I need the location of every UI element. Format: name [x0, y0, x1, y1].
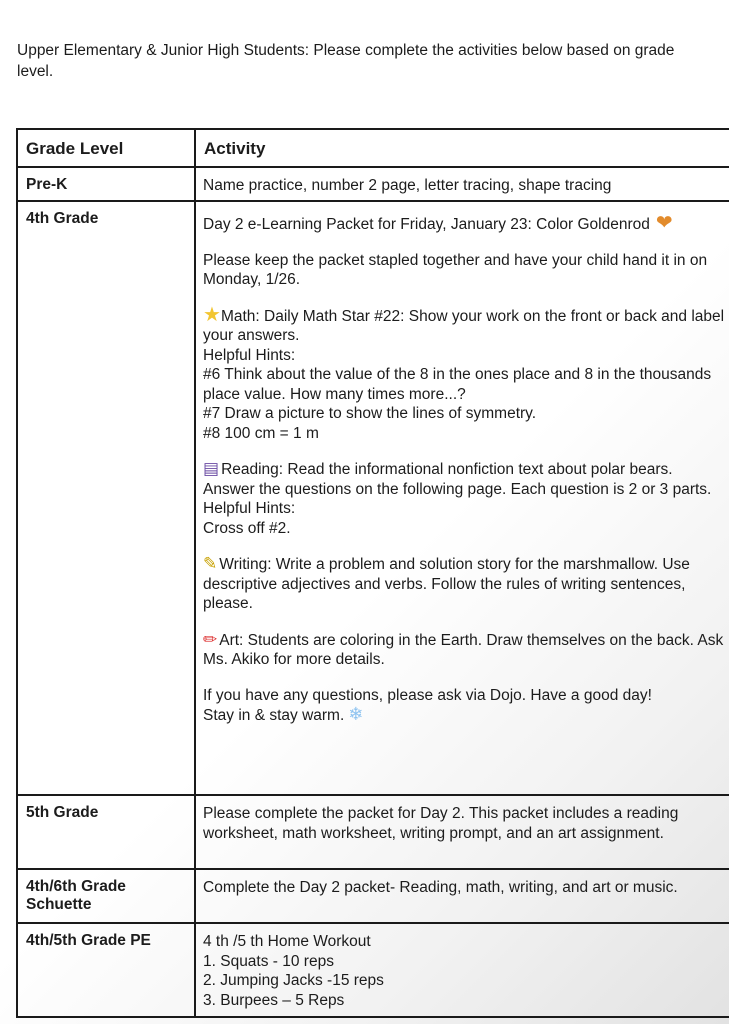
- art-section: ✏ Art: Students are coloring in the Earth. Draw themselves on the back. Ask Ms. Akiko for more details.: [203, 629, 724, 668]
- activity-cell: Name practice, number 2 page, letter tracing, shape tracing: [195, 167, 729, 201]
- workout-line: 4 th /5 th Home Workout: [203, 933, 371, 950]
- reading-section: ▤ Reading: Read the informational nonfiction text about polar bears. Answer the questions on the following page. Each question is 2 or 3 parts. Helpful Hints: Cross off #2.: [203, 459, 726, 538]
- table-row: [17, 923, 729, 1017]
- activity-table: [16, 128, 729, 1018]
- header-grade-level: Grade Level: [17, 129, 195, 167]
- table-row: [17, 869, 729, 923]
- pencil-icon: ✏: [203, 629, 218, 649]
- grade-cell: 4th/6th Grade Schuette: [17, 869, 195, 923]
- reading-hint: Cross off #2.: [203, 519, 291, 537]
- writing-section: ✎ Writing: Write a problem and solution story for the marshmallow. Use descriptive adjectives and verbs. Follow the rules of writing sentences, please.: [203, 554, 690, 612]
- grade-cell: 4th Grade: [17, 201, 195, 795]
- table-header-row: [17, 129, 729, 167]
- math-hints-label: Helpful Hints:: [203, 346, 296, 364]
- activity-cell: Complete the Day 2 packet- Reading, math, writing, and art or music.: [195, 869, 729, 923]
- reading-hints-label: Helpful Hints:: [203, 500, 296, 517]
- table-row: [17, 795, 729, 869]
- activity-cell: Please complete the packet for Day 2. This packet includes a reading worksheet, math worksheet, writing prompt, and an art assignment.: [195, 795, 729, 869]
- workout-line: 3. Burpees – 5 Reps: [203, 991, 345, 1009]
- activity-cell: [195, 923, 729, 1017]
- math-hint: #8 100 cm = 1 m: [203, 424, 319, 442]
- math-section: ★Math: Daily Math Star #22: Show your work on the front or back and label your answers. Helpful Hints: #6 Think about the value of the 8 in the ones place and 8 in the thousands place value. How many times more...? #7 Draw a picture to show the lines of symmetry. #8 100 cm = 1 m: [203, 303, 725, 442]
- keep-packet-note: Please keep the packet stapled together and have your child hand it in on Monday, 1/26.: [203, 251, 708, 288]
- intro-text: Upper Elementary & Junior High Students: Please complete the activities below based on grade level.: [17, 42, 675, 80]
- closing-note: If you have any questions, please ask via Dojo. Have a good day! Stay in & stay warm. ❄: [203, 686, 652, 724]
- table-row: [17, 167, 729, 201]
- table-row: [17, 201, 729, 795]
- workout-line: 2. Jumping Jacks -15 reps: [203, 972, 384, 989]
- star-icon: ★: [203, 303, 221, 326]
- packet-title: Day 2 e-Learning Packet for Friday, January 23: Color Goldenrod ❤: [203, 212, 673, 234]
- books-icon: ▤: [203, 459, 220, 478]
- grade-cell: 4th/5th Grade PE: [17, 923, 195, 1017]
- orange-heart-icon: ❤: [655, 212, 673, 234]
- math-hint: #7 Draw a picture to show the lines of symmetry.: [203, 405, 537, 422]
- grade-cell: 5th Grade: [17, 795, 195, 869]
- memo-icon: ✎: [203, 554, 218, 573]
- activity-cell: [195, 201, 729, 795]
- workout-line: 1. Squats - 10 reps: [203, 952, 334, 970]
- math-hint: #6 Think about the value of the 8 in the ones place and 8 in the thousands place value. How many times more...?: [203, 366, 712, 403]
- snowflake-icon: ❄: [348, 704, 364, 724]
- grade-cell: Pre-K: [17, 167, 195, 201]
- header-activity: Activity: [195, 129, 729, 167]
